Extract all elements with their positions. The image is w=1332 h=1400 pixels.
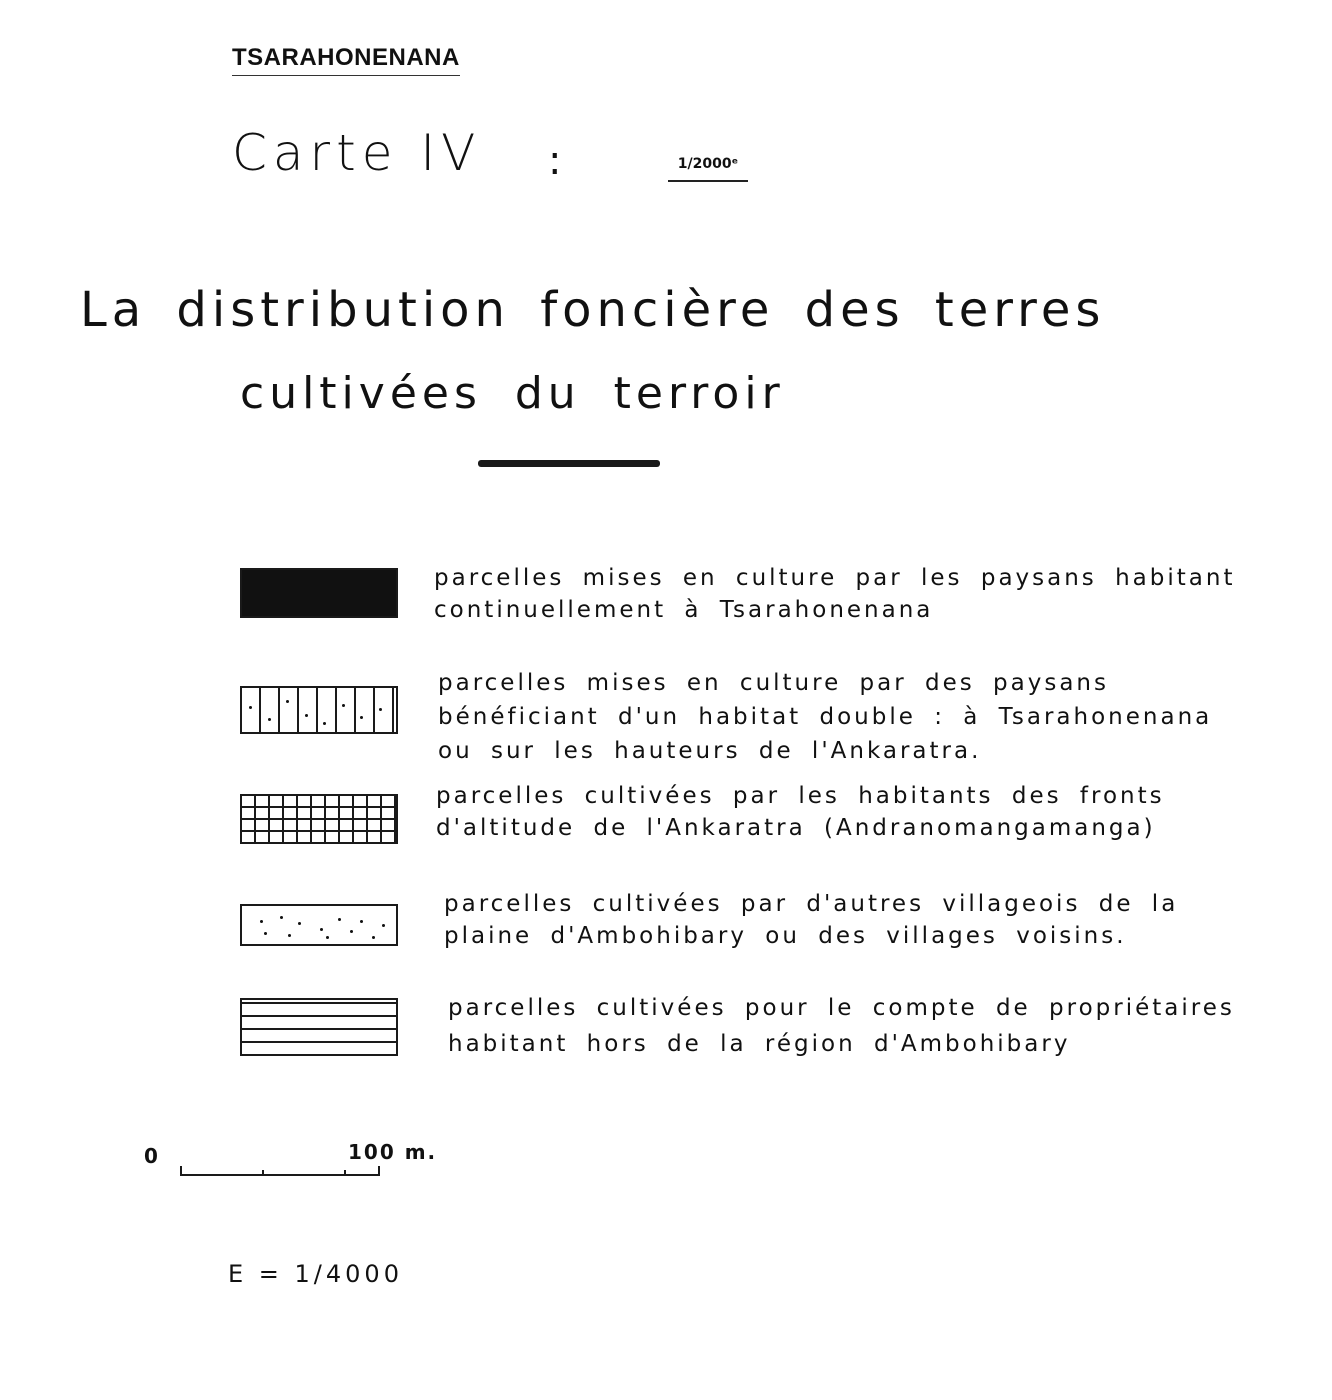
scale-bar-tick [344, 1170, 346, 1176]
title-underline [478, 460, 660, 467]
legend-text-4: parcelles cultivées par d'autres villageois de la plaine d'Ambohibary ou des villages voisins. [444, 891, 1179, 949]
legend-swatch-dots [240, 904, 398, 946]
scale-bar-line [180, 1174, 380, 1176]
label-separator: : [548, 138, 562, 184]
scale-ratio: E = 1/4000 [228, 1260, 403, 1288]
scale-bar-tick [180, 1166, 182, 1176]
scale-bar-tick [262, 1170, 264, 1176]
legend-swatch-solid-black [240, 568, 398, 618]
title-line-1: La distribution foncière des terres [80, 282, 1106, 338]
header-scale-note: 1/2000ᵉ [668, 156, 748, 182]
scale-bar-end-label: 100 m. [348, 1140, 438, 1164]
legend-text-3: parcelles cultivées par les habitants des fronts d'altitude de l'Ankaratra (Andranomangamanga) [436, 783, 1165, 841]
legend-text-1: parcelles mises en culture par les paysans habitant continuellement à Tsarahonenana [434, 565, 1236, 623]
legend-swatch-vertical-dotted [240, 686, 398, 734]
title-line-2: cultivées du terroir [240, 368, 785, 419]
scale-bar-start-label: 0 [144, 1144, 158, 1168]
legend-text-2: parcelles mises en culture par des paysans bénéficiant d'un habitat double : à Tsarahonenana ou sur les hauteurs de l'Ankaratra. [438, 670, 1213, 764]
scale-bar-tick [378, 1166, 380, 1176]
legend-swatch-horizontal-lines [240, 998, 398, 1056]
legend-swatch-grid [240, 794, 398, 844]
legend-text-5: parcelles cultivées pour le compte de propriétaires habitant hors de la région d'Ambohibary [448, 995, 1235, 1057]
map-label: Carte IV [232, 124, 482, 182]
place-name: TSARAHONENANA [232, 44, 460, 76]
